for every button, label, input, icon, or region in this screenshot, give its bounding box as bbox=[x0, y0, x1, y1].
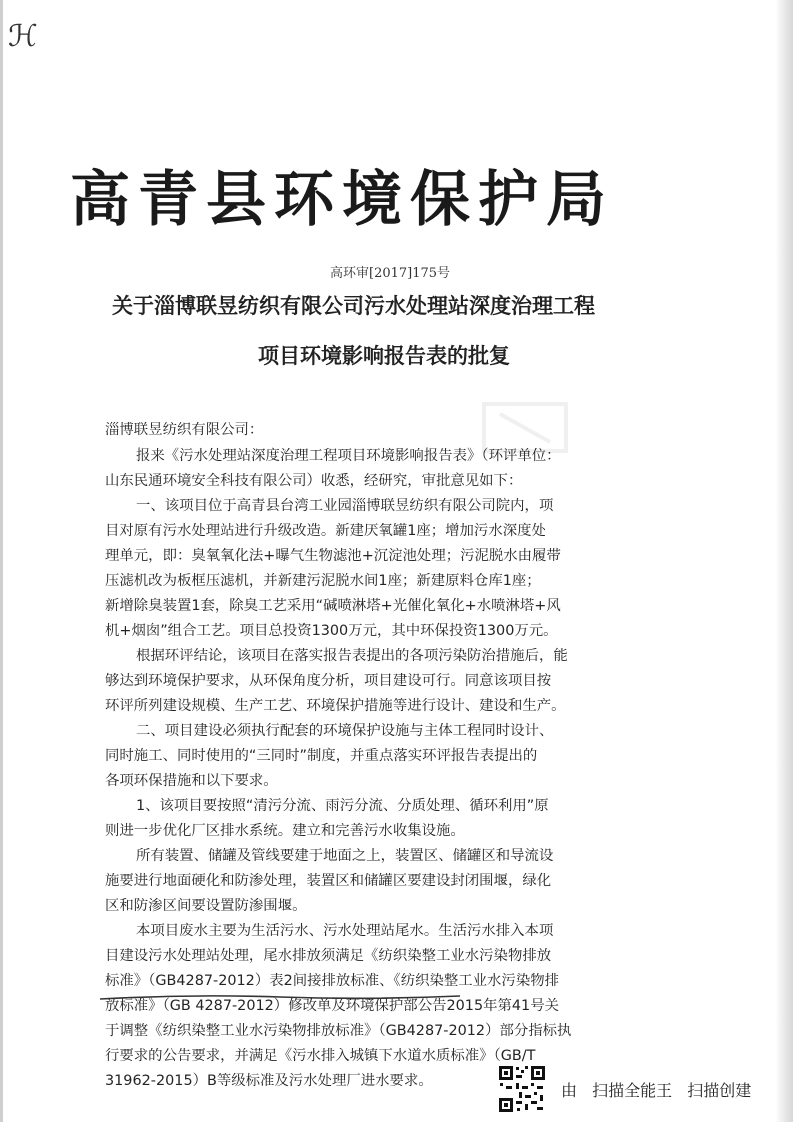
body-line: 报来《污水处理站深度治理工程项目环境影响报告表》（环评单位： bbox=[136, 448, 561, 464]
body-line: 所有装置、储罐及管线要建于地面之上，装置区、储罐区和导流设 bbox=[136, 848, 554, 864]
body-line: 目建设污水处理站处理，尾水排放须满足《纺织染整工业水污染物排放 bbox=[105, 948, 552, 964]
body-line: 放标准》（GB 4287-2012）修改单及环境保护部公告2015年第41号关 bbox=[105, 998, 559, 1014]
body-line: 机+烟囱”组合工艺。项目总投资1300万元，其中环保投资1300万元。 bbox=[105, 623, 558, 639]
body-line: 区和防渗区间要设置防渗围堰。 bbox=[105, 898, 307, 914]
document-title-line-1: 关于淄博联昱纺织有限公司污水处理站深度治理工程 bbox=[112, 293, 595, 318]
body-line: 淄博联昱纺织有限公司： bbox=[105, 422, 264, 438]
corner-handwritten-mark: ℋ bbox=[8, 19, 38, 54]
body-line: 一、该项目位于高青县台湾工业园淄博联昱纺织有限公司院内，项 bbox=[136, 498, 554, 514]
scanner-app-name[interactable]: 扫描全能王 bbox=[592, 1080, 673, 1100]
scanner-credit-by: 由 bbox=[561, 1080, 578, 1100]
body-line: 于调整《纺织染整工业水污染物排放标准》（GB4287-2012）部分指标执 bbox=[105, 1023, 572, 1039]
body-line: 根据环评结论，该项目在落实报告表提出的各项污染防治措施后，能 bbox=[136, 648, 568, 664]
body-line: 目对原有污水处理站进行升级改造。新建厌氧罐1座；增加污水深度处 bbox=[105, 523, 546, 539]
body-line: 同时施工、同时使用的“三同时”制度，并重点落实环评报告表提出的 bbox=[105, 748, 538, 764]
body-line: 二、项目建设必须执行配套的环境保护设施与主体工程同时设计、 bbox=[136, 723, 554, 739]
body-line: 1、该项目要按照“清污分流、雨污分流、分质处理、循环利用”原 bbox=[136, 798, 549, 814]
scanner-footer bbox=[497, 1063, 751, 1115]
qr-code-icon[interactable] bbox=[497, 1064, 547, 1114]
scan-edge-right bbox=[775, 0, 793, 1122]
body-line: 本项目废水主要为生活污水、污水处理站尾水。生活污水排入本项 bbox=[136, 923, 554, 939]
body-line: 31962-2015）B等级标准及污水处理厂进水要求。 bbox=[105, 1073, 433, 1089]
body-line: 压滤机改为板框压滤机，并新建污泥脱水间1座；新建原料仓库1座； bbox=[105, 573, 541, 589]
body-line: 则进一步优化厂区排水系统。建立和完善污水收集设施。 bbox=[105, 823, 465, 839]
body-line: 标准》（GB4287-2012）表2间接排放标准、《纺织染整工业水污染物排 bbox=[105, 973, 559, 989]
body-line: 够达到环境保护要求，从环保角度分析，项目建设可行。同意该项目按 bbox=[105, 673, 552, 689]
body-line: 施要进行地面硬化和防渗处理，装置区和储罐区要建设封闭围堰，绿化 bbox=[105, 873, 552, 889]
body-line: 行要求的公告要求，并满足《污水排入城镇下水道水质标准》（GB/T bbox=[105, 1048, 536, 1064]
body-line: 理单元，即：臭氧氧化法+曝气生物滤池+沉淀池处理；污泥脱水由履带 bbox=[105, 548, 561, 564]
scan-edge-left bbox=[0, 0, 3, 1122]
body-line: 环评所列建设规模、生产工艺、环境保护措施等进行设计、建设和生产。 bbox=[105, 698, 566, 714]
body-line: 新增除臭装置1套，除臭工艺采用“碱喷淋塔+光催化氧化+水喷淋塔+风 bbox=[105, 598, 561, 614]
body-line: 各项环保措施和以下要求。 bbox=[105, 773, 278, 789]
document-number: 高环审[2017]175号 bbox=[330, 266, 451, 281]
body-line: 山东民通环境安全科技有限公司）收悉，经研究，审批意见如下： bbox=[105, 473, 523, 489]
document-title-line-2: 项目环境影响报告表的批复 bbox=[258, 343, 510, 368]
scanner-credit-created: 扫描创建 bbox=[687, 1080, 752, 1100]
scanner-credit bbox=[561, 1078, 751, 1101]
handwritten-underline bbox=[100, 993, 460, 1001]
agency-title: 高青县环境保护局 bbox=[70, 165, 614, 235]
